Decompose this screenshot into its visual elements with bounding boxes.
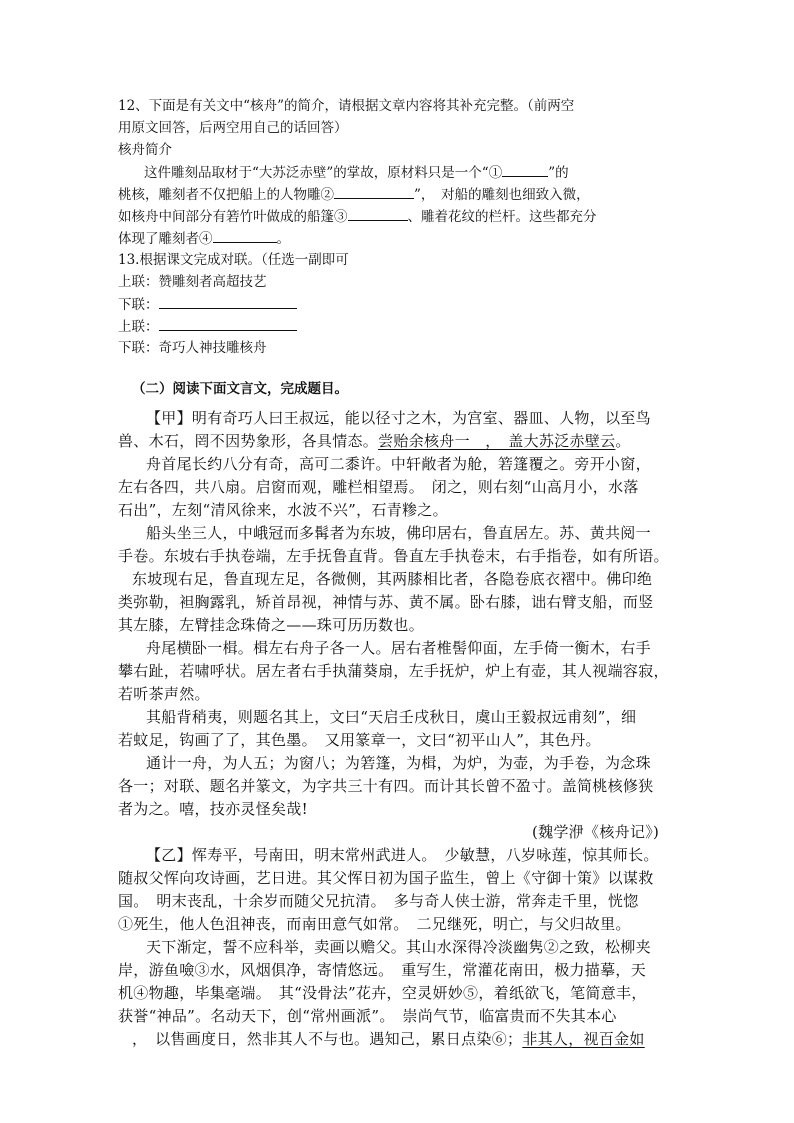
answer-blank-1[interactable] — [502, 162, 548, 177]
q12-text-part: 这件雕刻品取材于“大苏泛赤壁”的掌故，原材料只是一个“① — [144, 165, 503, 181]
answer-blank-4[interactable] — [213, 228, 277, 243]
jia-line: 类弥勒，袒胸露乳，矫首昂视，神情与苏、黄不属。卧右膝，诎右臂支船，而竖 — [118, 593, 654, 611]
q12-text-part: 。 — [276, 231, 290, 247]
q12-stem-line1: 12、下面是有关文中“核舟”的简介，请根据文章内容将其补充完整。（前两空 — [118, 98, 575, 114]
q12-stem-line2: 用原文回答，后两空用自己的话回答） — [118, 120, 348, 136]
couplet-label: 上联： — [118, 319, 159, 335]
q12-text-line1 — [144, 162, 569, 183]
section-title: （二）阅读下面文言文，完成题目。 — [132, 381, 348, 397]
q12-text-part: 体现了雕刻者④ — [118, 231, 213, 247]
jia-line: 舟首尾长约八分有奇，高可二黍许。中轩敞者为舱，箬篷覆之。旁开小窗， — [146, 455, 651, 473]
jia-line: 船头坐三人，中峨冠而多髯者为东坡，佛印居右，鲁直居左。苏、黄共阅一 — [146, 524, 651, 542]
answer-blank-3[interactable] — [348, 206, 408, 221]
yi-line — [132, 1029, 645, 1049]
q12-text-part: ”的 — [548, 165, 569, 181]
jia-line: 通计一舟，为人五；为窗八；为箬篷，为楫，为炉，为壶，为手卷，为念珠 — [146, 754, 651, 772]
jia-line: 各一；对联、题名并篆文，为字共三十有四。而计其长曾不盈寸。盖简桃核修狭 — [118, 777, 654, 795]
jia-line: 左右各四，共八扇。启窗而观，雕栏相望焉。 闭之，则右刻“山高月小，水落 — [118, 478, 639, 496]
jia-text: 。 — [615, 432, 631, 450]
q13-lower-couplet-1 — [118, 294, 297, 315]
yi-line: 岸，游鱼噞③水，风烟俱净，寄情悠远。 重写生，常灌花南田，极力描摹，天 — [118, 961, 647, 979]
q12-text-part: ”， 对船的雕刻也细致入微， — [414, 187, 590, 203]
q13-stem: 13.根据课文完成对联。（任选一副即可 — [118, 252, 349, 268]
jia-line: 若蚊足，钩画了了，其色墨。 又用篆章一，文曰“初平山人”，其色丹。 — [118, 731, 601, 749]
couplet-blank-1[interactable] — [159, 294, 297, 309]
q12-text-part: 如核舟中间部分有箬竹叶做成的船篷③ — [118, 209, 348, 225]
yi-line: 国。 明末丧乱，十余岁而随父兄抗清。 多与奇人侠士游，常奔走千里，恍惚 — [118, 892, 639, 910]
couplet-label: 下联： — [118, 297, 159, 313]
q13-upper-couplet-1: 上联：赞雕刻者高超技艺 — [118, 274, 267, 290]
jia-line: 若听茶声然。 — [118, 685, 210, 703]
yi-text: ， 以售画度日，然非其人不与也。遇知己，累日点染⑥； — [132, 1030, 523, 1048]
jia-line: 舟尾横卧一楫。楫左右舟子各一人。居右者椎髻仰面，左手倚一衡木，右手 — [146, 639, 651, 657]
jia-text: 兽、木石，罔不因势象形，各具情态。 — [118, 432, 379, 450]
yi-line: 获誉“神品”。名动天下，创“常州画派”。 崇尚气节，临富贵而不失其本心 — [118, 1007, 617, 1025]
q12-text-line3 — [118, 206, 597, 227]
jia-line: 石出”，左刻“清风徐来，水波不兴”，石青糁之。 — [118, 501, 448, 519]
jia-line: 手卷。东坡右手执卷端，左手抚鲁直背。鲁直左手执卷末，右手指卷，如有所语。 — [118, 547, 669, 565]
yi-line: 【乙】恽寿平，号南田，明末常州武进人。 少敏慧，八岁咏莲，惊其师长。 — [146, 846, 659, 864]
jia-line: 者为之。嘻，技亦灵怪矣哉! — [118, 800, 308, 818]
jia-underlined-text: 尝贻余核舟一 ， 盖大苏泛赤壁云 — [378, 432, 616, 450]
yi-underlined-text: 非其人，视百金如 — [522, 1030, 645, 1048]
q12-text-line4 — [118, 228, 290, 249]
q12-heading: 核舟简介 — [118, 142, 172, 158]
couplet-blank-2[interactable] — [159, 316, 297, 331]
jia-line: 其左膝，左臂挂念珠倚之——珠可历历数也。 — [118, 616, 425, 634]
jia-line — [118, 431, 631, 451]
yi-line: 随叔父恽向攻诗画，艺日进。其父恽日初为国子监生，曾上《守御十策》以谋救 — [118, 869, 654, 887]
yi-line: 机④物趣，毕集毫端。 其“没骨法”花卉，空灵妍妙⑤，着纸欲飞，笔简意丰， — [118, 984, 647, 1002]
jia-source: (魏学洢《核舟记》) — [532, 823, 660, 841]
q13-lower-couplet-2: 下联：奇巧人神技雕核舟 — [118, 340, 267, 356]
yi-line: 天下渐定，誓不应科举，卖画以赡父。其山水深得冷淡幽隽②之致，松柳夹 — [146, 938, 651, 956]
jia-line: 【甲】明有奇巧人曰王叔远，能以径寸之木，为宫室、器皿、人物，以至鸟 — [146, 409, 651, 427]
jia-line: 东坡现右足，鲁直现左足，各微侧，其两膝相比者，各隐卷底衣褶中。佛印绝 — [132, 570, 653, 588]
jia-line: 攀右趾，若啸呼状。居左者右手执蒲葵扇，左手抚炉，炉上有壶，其人视端容寂， — [118, 662, 669, 680]
q12-text-line2 — [118, 184, 590, 205]
q12-text-part: 、雕着花纹的栏杆。这些都充分 — [407, 209, 597, 225]
q12-text-part: 桃核，雕刻者不仅把船上的人物雕② — [118, 187, 334, 203]
answer-blank-2[interactable] — [334, 184, 414, 199]
jia-line: 其船背稍夷，则题名其上，文曰“天启壬戌秋日，虞山王毅叔远甫刻”，细 — [146, 708, 637, 726]
yi-line: ①死生，他人色沮神丧，而南田意气如常。 二兄继死，明亡，与父归故里。 — [118, 915, 631, 933]
q13-upper-couplet-2 — [118, 316, 297, 337]
